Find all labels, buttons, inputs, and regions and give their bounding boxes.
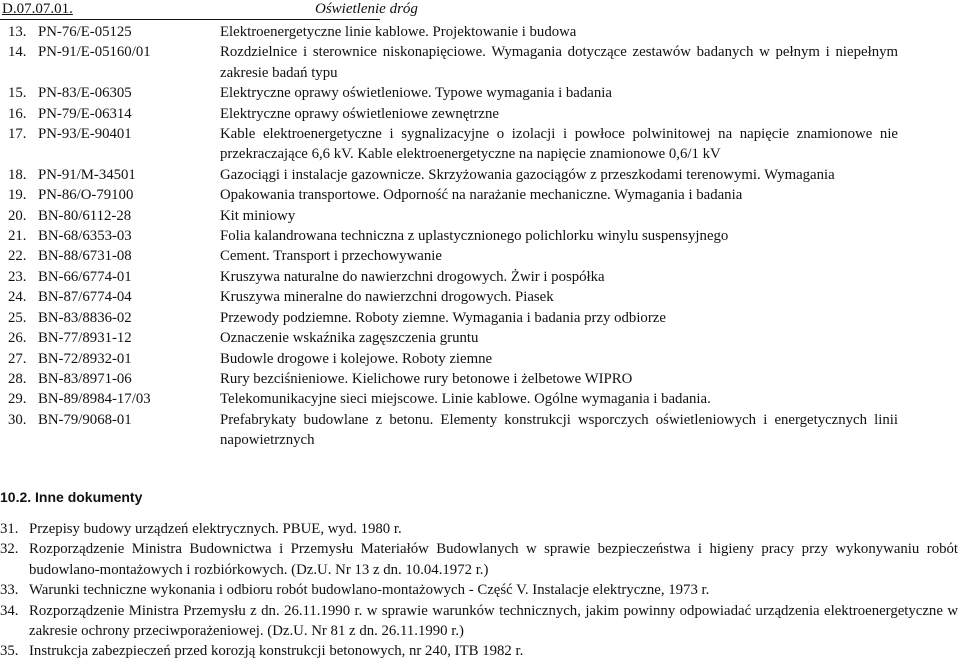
standard-code: BN-83/8971-06 (38, 370, 132, 387)
document-description: Warunki techniczne wykonania i odbioru robót budowlano-montażowych - Część V. Instalacje elektryczne, 1973 r. (29, 582, 710, 599)
standard-code: PN-86/O-79100 (38, 187, 134, 204)
document-number: 34. (0, 602, 19, 619)
standard-row (8, 369, 898, 389)
standard-row (8, 22, 898, 42)
document-number: 31. (0, 521, 19, 537)
standard-number: 22. (8, 248, 27, 265)
standard-number: 28. (8, 370, 27, 387)
standard-description: Elektroenergetyczne linie kablowe. Projektowanie i budowa (220, 24, 577, 40)
spec-title: Oświetlenie dróg (315, 1, 418, 17)
standard-description: Budowle drogowe i kolejowe. Roboty ziemne (220, 350, 493, 367)
standard-description: Elektryczne oprawy oświetleniowe zewnętrzne (220, 105, 499, 122)
standard-number: 14. (8, 44, 27, 61)
standard-description: Opakowania transportowe. Odporność na narażanie mechaniczne. Wymagania i badania (220, 187, 743, 204)
document-description: Przepisy budowy urządzeń elektrycznych. PBUE, wyd. 1980 r. (29, 521, 402, 537)
standard-description: Rozdzielnice i sterownice niskonapięciowe. Wymagania dotyczące zestawów badanych w pełnym i niepełnym zakresie badań typu (220, 44, 898, 81)
document-description: Rozporządzenie Ministra Przemysłu z dn. 26.11.1990 r. w sprawie warunków technicznych, jakim powinny odpowiadać urządzenia elektroenergetyczne w zakresie ochrony przeciwporażeniowej. (Dz.U. Nr 81 z dn. 26.11.1990 r.) (29, 602, 958, 640)
standards-list (8, 22, 898, 451)
standard-number: 21. (8, 228, 27, 245)
standard-description: Elektryczne oprawy oświetleniowe. Typowe wymagania i badania (220, 85, 612, 102)
standard-row (8, 349, 898, 369)
standard-number: 13. (8, 24, 27, 40)
standard-code: BN-80/6112-28 (38, 207, 132, 224)
standard-code: PN-91/E-05160/01 (38, 44, 151, 61)
document-row (0, 641, 958, 661)
standard-description: Kruszywa naturalne do nawierzchni drogowych. Żwir i pospółka (220, 268, 605, 285)
document-row (0, 601, 958, 642)
standard-code: BN-89/8984-17/03 (38, 391, 151, 408)
standard-description: Gazociągi i instalacje gazownicze. Skrzyżowania gazociągów z przeszkodami terenowymi. Wymagania (220, 166, 835, 183)
standard-description: Rury bezciśnieniowe. Kielichowe rury betonowe i żelbetowe WIPRO (220, 370, 633, 387)
standard-row (8, 104, 898, 124)
section-heading: 10.2. Inne dokumenty (0, 489, 143, 505)
standard-row (8, 165, 898, 185)
standard-code: BN-83/8836-02 (38, 309, 132, 326)
standard-number: 23. (8, 268, 27, 285)
standard-description: Kruszywa mineralne do nawierzchni drogowych. Piasek (220, 289, 554, 306)
standard-number: 26. (8, 330, 27, 347)
standard-code: BN-88/6731-08 (38, 248, 132, 265)
standard-row (8, 42, 898, 83)
document-row (0, 580, 958, 600)
standard-row (8, 328, 898, 348)
standard-row (8, 226, 898, 246)
standard-code: PN-76/E-05125 (38, 24, 132, 40)
spec-code: D.07.07.01. (2, 1, 73, 17)
standard-row (8, 389, 898, 409)
standard-number: 17. (8, 126, 27, 143)
standard-code: BN-66/6774-01 (38, 268, 132, 285)
standard-row (8, 185, 898, 205)
standard-row (8, 410, 898, 451)
document-row (0, 539, 958, 580)
document-number: 33. (0, 582, 19, 599)
standard-number: 30. (8, 411, 27, 428)
standard-number: 24. (8, 289, 27, 306)
standard-description: Przewody podziemne. Roboty ziemne. Wymagania i badania przy odbiorze (220, 309, 666, 326)
standard-row (8, 206, 898, 226)
standard-description: Telekomunikacyjne sieci miejscowe. Linie kablowe. Ogólne wymagania i badania. (220, 391, 711, 408)
standard-description: Kit miniowy (220, 207, 296, 224)
standard-number: 27. (8, 350, 27, 367)
standard-number: 18. (8, 166, 27, 183)
standard-code: PN-83/E-06305 (38, 85, 132, 102)
page-header (0, 0, 960, 19)
standard-description: Kable elektroenergetyczne i sygnalizacyjne o izolacji i powłoce polwinitowej na napięcie znamionowe nie przekraczające 6,6 kV. Kable elektroenergetyczne na napięcie znamionowe 0,6/1 kV (220, 126, 898, 163)
standard-row (8, 246, 898, 266)
standard-code: PN-91/M-34501 (38, 166, 136, 183)
document-description: Rozporządzenie Ministra Budownictwa i Przemysłu Materiałów Budowlanych w sprawie bezpieczeństwa i higieny pracy przy wykonywaniu robót budowlano-montażowych i rozbiórkowych. (Dz.U. Nr 13 z dn. 10.04.1972 r.) (29, 541, 958, 578)
standard-description: Oznaczenie wskaźnika zagęszczenia gruntu (220, 330, 479, 347)
standard-code: BN-68/6353-03 (38, 228, 132, 245)
standard-number: 19. (8, 187, 27, 204)
document-description: Instrukcja zabezpieczeń przed korozją konstrukcji betonowych, nr 240, ITB 1982 r. (29, 643, 524, 660)
documents-list (0, 519, 958, 662)
standard-code: BN-72/8932-01 (38, 350, 132, 367)
standard-description: Cement. Transport i przechowywanie (220, 248, 442, 265)
standard-number: 16. (8, 105, 27, 122)
standard-code: BN-87/6774-04 (38, 289, 132, 306)
header-rule (0, 19, 380, 20)
standard-row (8, 83, 898, 103)
standard-description: Folia kalandrowana techniczna z uplastycznionego polichlorku winylu suspensyjnego (220, 228, 729, 245)
standard-code: BN-79/9068-01 (38, 411, 132, 428)
standard-row (8, 267, 898, 287)
standard-code: PN-93/E-90401 (38, 126, 132, 143)
standard-description: Prefabrykaty budowlane z betonu. Elementy konstrukcji wsporczych oświetleniowych i energetycznych linii napowietrznych (220, 411, 898, 449)
standard-row (8, 124, 898, 165)
standard-number: 25. (8, 309, 27, 326)
standard-number: 20. (8, 207, 27, 224)
document-number: 35. (0, 643, 19, 660)
standard-number: 15. (8, 85, 27, 102)
standard-row (8, 308, 898, 328)
standard-code: BN-77/8931-12 (38, 330, 132, 347)
standard-row (8, 287, 898, 307)
document-number: 32. (0, 541, 19, 558)
standard-number: 29. (8, 391, 27, 408)
document-row (0, 519, 958, 539)
standard-code: PN-79/E-06314 (38, 105, 132, 122)
